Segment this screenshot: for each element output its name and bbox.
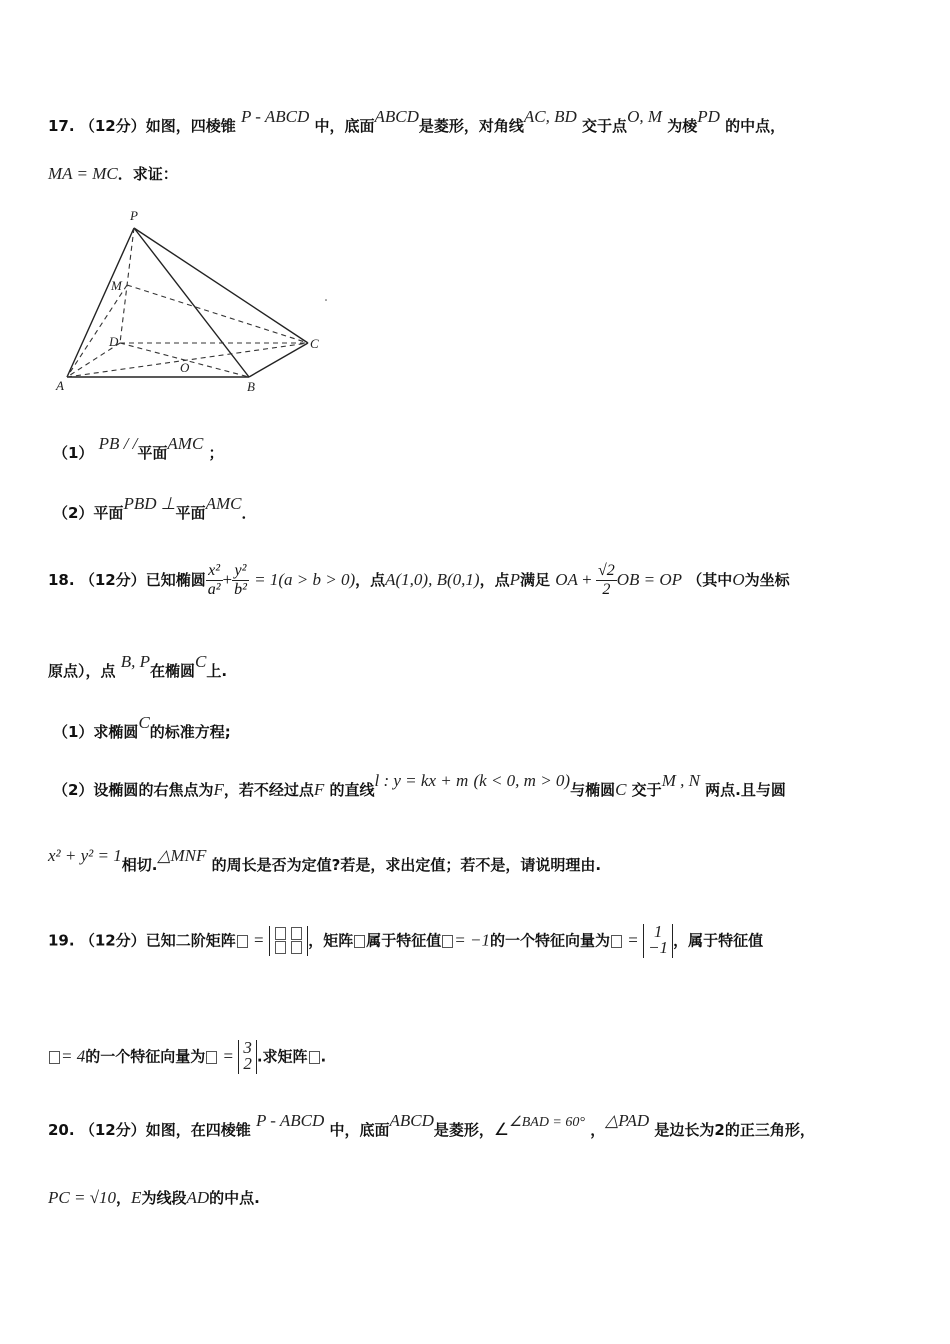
q19-text: . — [320, 1047, 327, 1066]
missing-glyph-icon — [275, 941, 286, 954]
q18-part-1 — [53, 713, 231, 742]
q17-text: 中，底面 — [314, 117, 375, 135]
q17-p1-text: 平面 — [137, 444, 168, 462]
q17-number: 17. — [48, 117, 75, 135]
q18-p1-label: （1）求椭圆 — [53, 723, 139, 741]
q19-text: ，属于特征值 — [673, 931, 764, 950]
q17-p2-math: AMC — [205, 494, 242, 513]
q17-p1-math: AMC — [167, 434, 204, 453]
q18-text: 在椭圆 — [150, 662, 196, 680]
eigenvector-2: 3 2 — [238, 1040, 257, 1074]
triangle-MNF: △MNF — [157, 846, 207, 865]
q18-line-1: 18. （12分）已知椭圆 $\frac{\text{x²}}{\text{a²}}$ + $\frac{\text{y²}}{\text{b²}}$ = 1(a > b > 0)，点A(1,0), B(0,1)，点P满足 OA + $\frac{√2}{2}$ OB = OP （其中O为坐标 — [48, 562, 790, 598]
q20-number: 20. — [48, 1121, 75, 1139]
q17-line-1 — [48, 107, 786, 136]
q17-math: PD — [697, 107, 720, 126]
q17-part-2 — [53, 494, 257, 523]
figure-stray-dot — [325, 299, 327, 301]
q18-p2-text: ，若不经过点 — [223, 781, 314, 799]
q19-text: ，矩阵 — [308, 931, 354, 950]
q19-text: 的一个特征向量为 — [85, 1047, 206, 1066]
q18-points: A(1,0), B(0,1) — [385, 570, 480, 589]
q20-math: AD — [186, 1188, 210, 1207]
q17-text: 为棱 — [667, 117, 698, 135]
figure-label-B: B — [247, 379, 255, 394]
missing-glyph-icon — [442, 935, 453, 948]
missing-glyph-icon — [275, 927, 286, 940]
q18-p1-text: 的标准方程; — [149, 723, 231, 741]
q18-p2-math: C — [615, 780, 627, 799]
q18-text: ，点 — [355, 571, 386, 589]
q18-p2-text: 两点.且与圆 — [705, 781, 786, 799]
ellipse-fraction-y: $\frac{\text{y²}}{\text{b²}}$ — [234, 562, 247, 598]
equals-sign: = — [253, 930, 264, 950]
q17-score: （12分） — [79, 117, 146, 135]
q17-p2-text: ． — [241, 504, 257, 522]
q18-text: ，点 — [479, 571, 510, 589]
q18-p2-text: 相切. — [121, 856, 158, 874]
figure-solid-edges — [67, 228, 308, 377]
missing-glyph-icon — [611, 935, 622, 948]
q17-math: ABCD — [374, 107, 419, 126]
q20-text: 中，底面 — [329, 1121, 390, 1139]
q18-line-2 — [48, 652, 228, 681]
line-l-condition: (k < 0, m > 0) — [473, 771, 571, 790]
q17-math: O, M — [627, 107, 663, 126]
q18-p2-text: 的周长是否为定值?若是，求出定值；若不是，请说明理由. — [211, 856, 602, 874]
q18-text: 原点），点 — [48, 662, 116, 680]
angle-sign: ∠ — [493, 1120, 510, 1139]
q20-text: 如图，在四棱锥 — [145, 1121, 251, 1139]
q20-math: ABCD — [389, 1111, 434, 1130]
line-l-equation: l : y = kx + m — [374, 771, 469, 790]
q20-line-2 — [48, 1188, 260, 1208]
missing-glyph-icon — [309, 1051, 320, 1064]
missing-glyph-icon — [49, 1051, 60, 1064]
q19-line-2: = 4的一个特征向量为 = 3 2 .求矩阵 . — [48, 1040, 326, 1074]
figure-label-O: O — [180, 360, 190, 375]
missing-glyph-icon — [291, 927, 302, 940]
q20-line-1 — [48, 1111, 815, 1142]
vector-OB-OP: OB = OP — [616, 570, 683, 589]
q18-p2-text: 与椭圆 — [570, 781, 616, 799]
q20-text: ， — [116, 1189, 132, 1207]
q19-line-1: 19. （12分）已知二阶矩阵 = ，矩阵 属于特征值 = −1的一个特征向量为 = 1 −1 ，属于特征值 — [48, 922, 764, 957]
q17-p2-label: （2）平面 — [53, 504, 124, 522]
q17-p2-text: 平面 — [175, 504, 206, 522]
figure-hidden-edges — [67, 228, 308, 377]
ellipse-fraction-x: $\frac{\text{x²}}{\text{a²}}$ — [207, 562, 221, 598]
q18-text: 已知椭圆 — [145, 571, 206, 589]
q19-text: 已知二阶矩阵 — [145, 931, 236, 950]
q20-math: E — [131, 1188, 142, 1207]
sqrt2-over-2: $\frac{√2}{2}$ — [597, 562, 615, 598]
q17-math: P - ABCD — [240, 107, 310, 126]
q20-text: 为线段 — [141, 1189, 187, 1207]
eigenvalue-1: = −1 — [454, 930, 490, 950]
q18-text: 为坐标 — [744, 571, 790, 589]
ellipse-condition: = 1(a > b > 0) — [254, 570, 356, 589]
q20-text: ， — [590, 1121, 606, 1139]
q18-p2-label: （2）设椭圆的右焦点为 — [53, 781, 214, 799]
q20-math: P - ABCD — [255, 1111, 325, 1130]
q17-p1-text: ； — [208, 444, 224, 462]
q17-part-1 — [53, 434, 224, 463]
q18-p2-math: F — [213, 780, 224, 799]
missing-glyph-icon — [237, 935, 248, 948]
missing-glyph-icon — [354, 935, 365, 948]
q17-p1-label: （1） — [53, 444, 94, 462]
q17-text: 是菱形，对角线 — [418, 117, 524, 135]
q19-text: 的一个特征向量为 — [490, 931, 611, 950]
q17-text: 如图，四棱锥 — [145, 117, 236, 135]
q18-p2-math: F — [313, 780, 325, 799]
q17-text: ．求证： — [117, 165, 178, 183]
q19-text: .求矩阵 — [256, 1047, 308, 1066]
q17-text: 交于点 — [582, 117, 628, 135]
q18-p2-text: 的直线 — [329, 781, 375, 799]
missing-glyph-icon — [291, 941, 302, 954]
matrix-placeholder — [269, 926, 309, 956]
q18-number: 18. — [48, 571, 75, 589]
q20-text: 的中点. — [209, 1189, 260, 1207]
q18-point-P: P — [509, 570, 520, 589]
circle-equation: x² + y² = 1 — [48, 846, 122, 865]
q17-p1-math: PB / / — [98, 434, 138, 453]
angle-BAD: ∠BAD = 60° — [509, 1115, 585, 1130]
vector-OA: OA — [555, 570, 578, 589]
q20-text: 是边长为2的正三角形， — [654, 1121, 815, 1139]
q18-text: 满足 — [519, 571, 550, 589]
q18-math: C — [195, 652, 207, 671]
figure-label-A: A — [56, 378, 64, 393]
q17-line-2 — [48, 164, 178, 184]
q18-score: （12分） — [79, 571, 146, 589]
q19-score: （12分） — [79, 931, 146, 950]
q17-text: 的中点， — [725, 117, 786, 135]
q20-score: （12分） — [79, 1121, 146, 1139]
q20-text: 是菱形， — [433, 1121, 494, 1139]
q18-part-2-line-2 — [48, 846, 602, 875]
q18-text: （其中 — [687, 571, 733, 589]
q18-p1-math: C — [138, 713, 150, 732]
q18-p2-text: 交于 — [631, 781, 662, 799]
q17-p2-math: PBD ⊥ — [123, 494, 176, 513]
q19-number: 19. — [48, 931, 75, 950]
q18-p2-math: M , N — [661, 771, 700, 790]
figure-label-P: P — [130, 208, 138, 223]
plus-sign: + — [222, 570, 233, 589]
eigenvalue-2: = 4 — [61, 1046, 86, 1066]
q18-part-2-line-1 — [53, 771, 786, 800]
q19-text: 属于特征值 — [366, 931, 442, 950]
triangle-PAD: △PAD — [605, 1111, 650, 1130]
q18-origin-O: O — [732, 570, 745, 589]
q17-math: AC, BD — [523, 107, 577, 126]
figure-label-C: C — [310, 336, 319, 351]
q17-math: MA = MC — [48, 164, 118, 183]
eigenvector-1: 1 −1 — [643, 924, 673, 958]
q18-math: B, P — [120, 652, 151, 671]
q17-pyramid-figure — [50, 203, 340, 398]
q18-text: 上. — [206, 662, 228, 680]
q20-math: PC = √10 — [48, 1188, 117, 1207]
figure-label-M: M — [111, 278, 122, 293]
missing-glyph-icon — [206, 1051, 217, 1064]
figure-label-D: D — [109, 334, 119, 349]
